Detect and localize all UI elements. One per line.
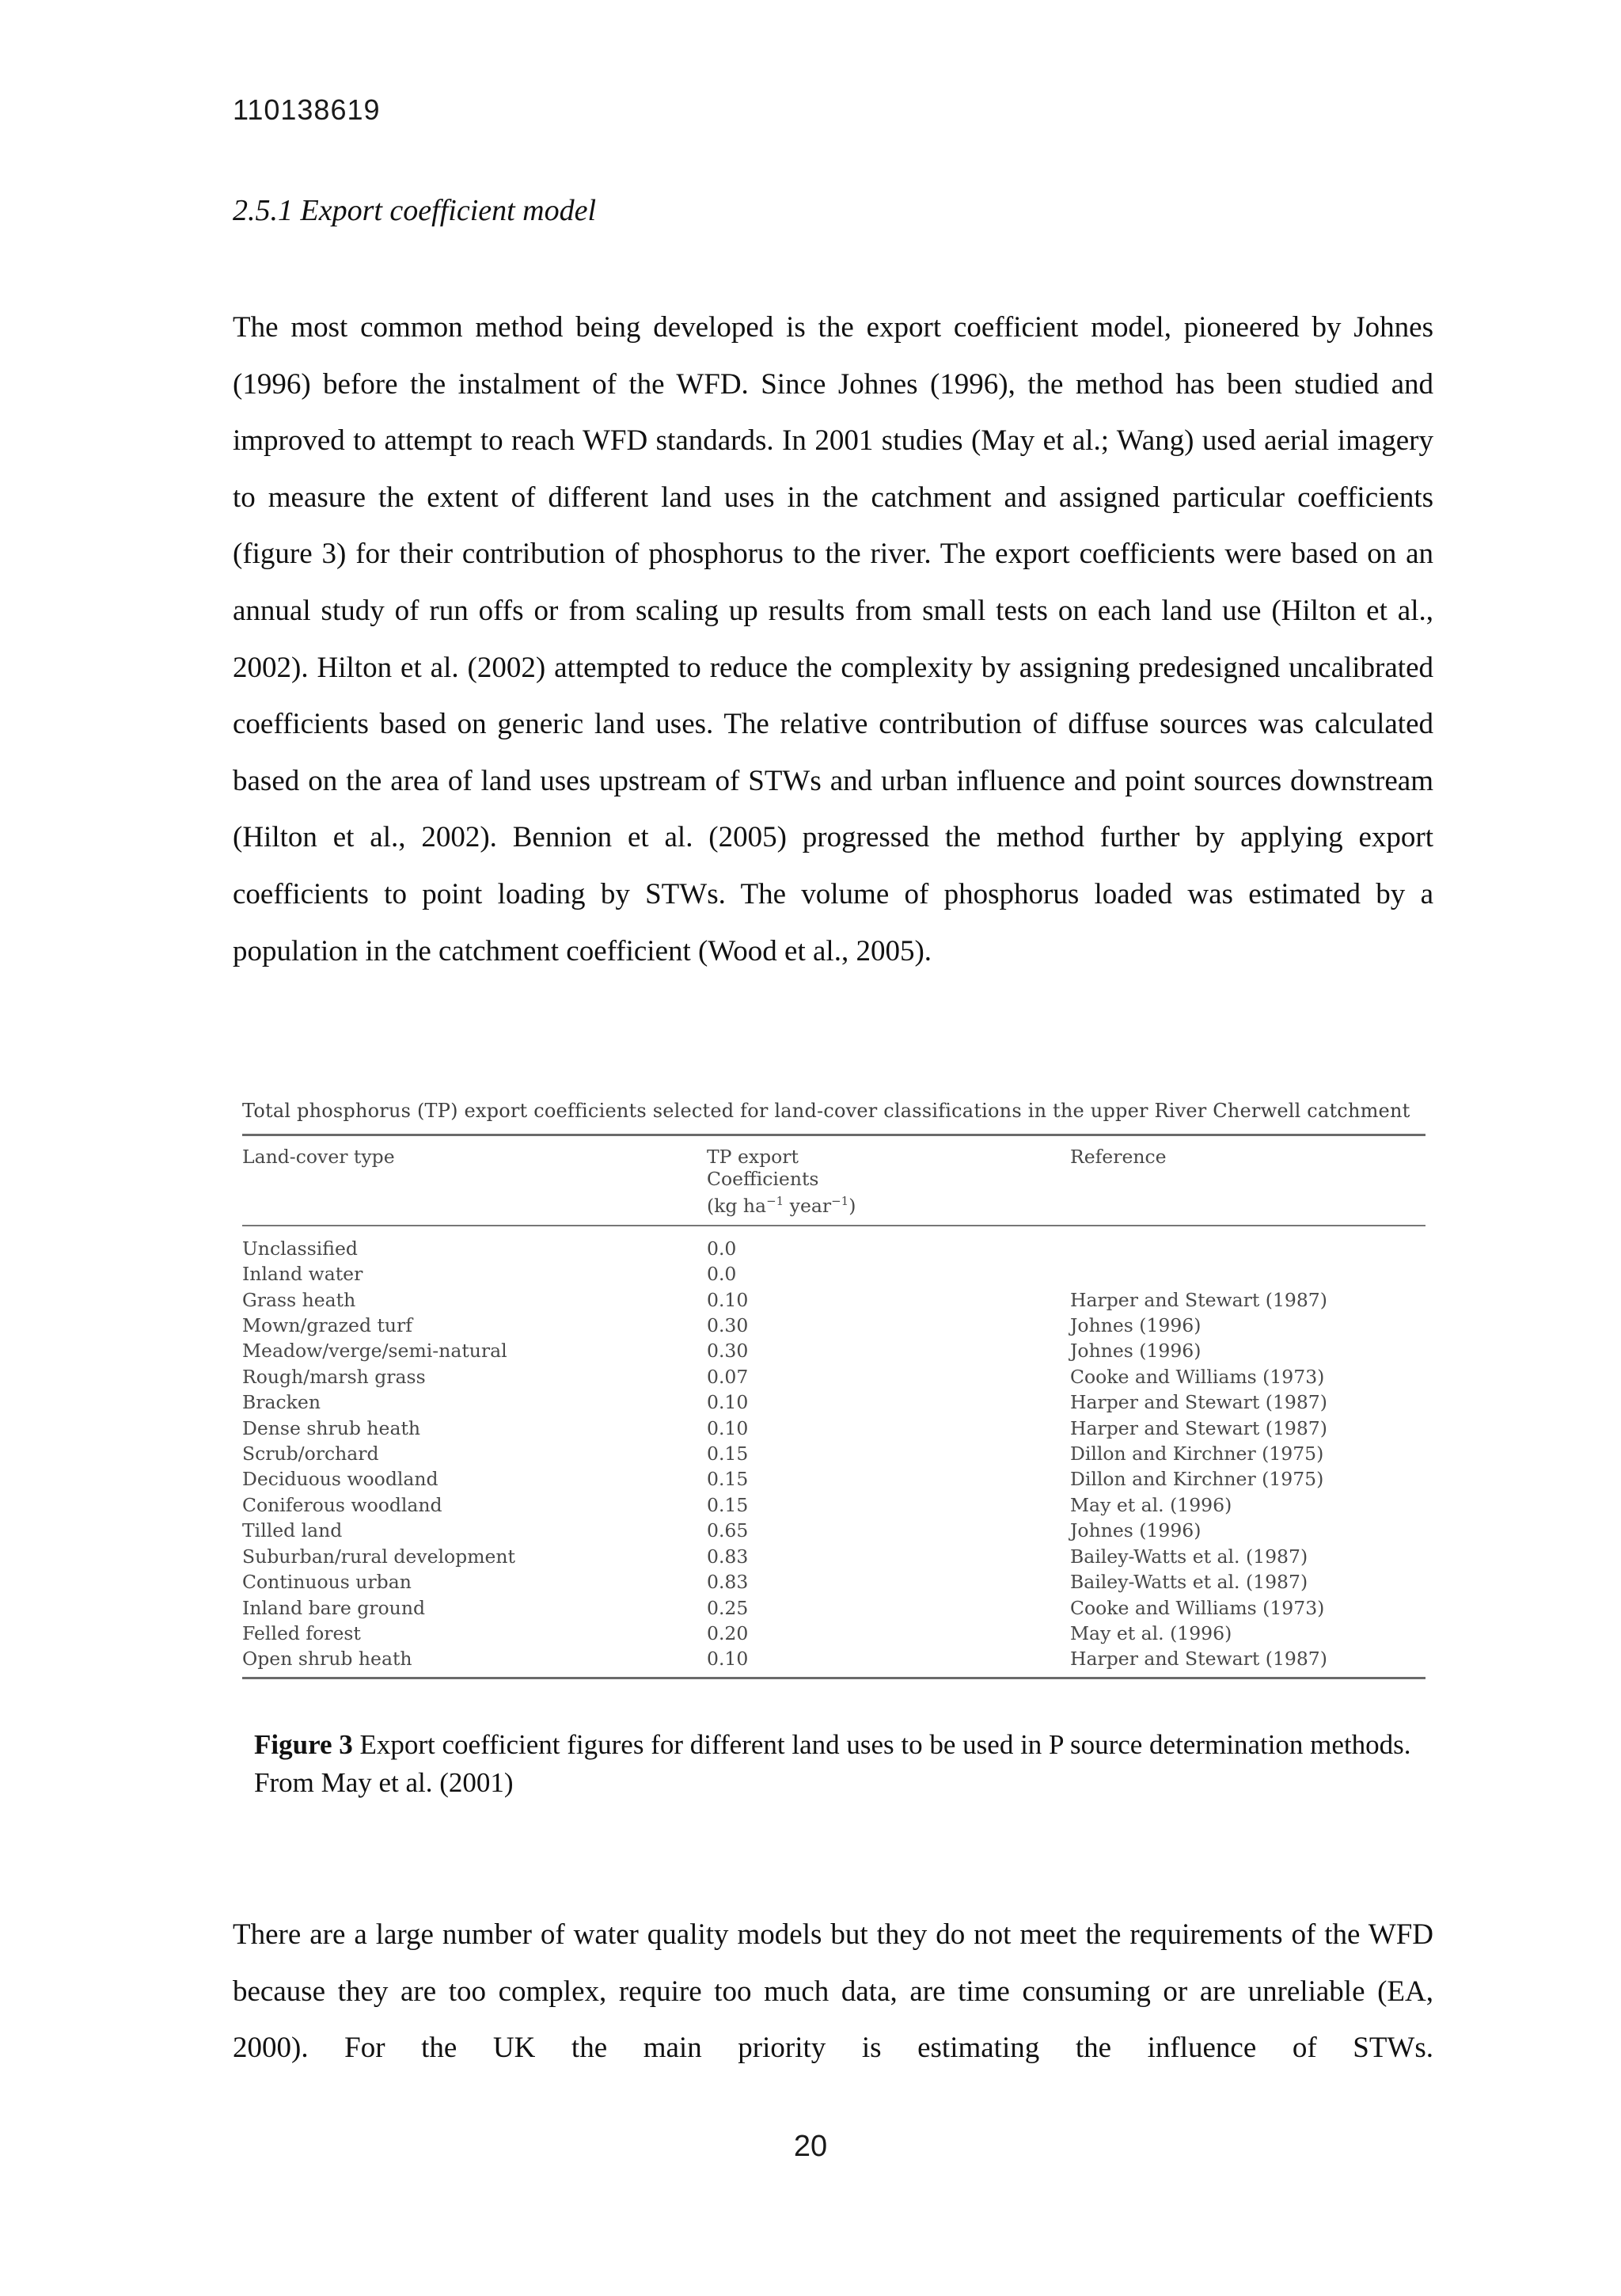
table-row	[242, 1621, 1425, 1646]
header-tp-unit-exp2: −1	[831, 1194, 849, 1208]
cell-reference: Harper and Stewart (1987)	[1070, 1648, 1327, 1671]
table-caption: Total phosphorus (TP) export coefficients selected for land-cover classifications in the upper River Cherwell catchment	[242, 1100, 1410, 1122]
cell-reference: Dillon and Kirchner (1975)	[1070, 1443, 1324, 1465]
figure-caption-text: Export coefficient figures for different land uses to be used in P source determination methods. From May et al. (2001)	[254, 1729, 1411, 1798]
table-body	[242, 1226, 1425, 1672]
cell-land-cover: Coniferous woodland	[242, 1493, 442, 1516]
cell-reference: Johnes (1996)	[1070, 1340, 1202, 1363]
header-tp-unit-prefix: (kg ha	[707, 1194, 767, 1217]
table-row	[242, 1595, 1425, 1621]
table-row	[242, 1518, 1425, 1543]
cell-reference: Johnes (1996)	[1070, 1519, 1202, 1542]
body-paragraph-2: There are a large number of water quality models but they do not meet the requirements of the WFD because they are too complex, require too much data, are time consuming or are unreliable (EA, 2000). For the UK the main priority is estimating the influence of STWs.	[233, 1918, 1433, 2065]
cell-reference: Harper and Stewart (1987)	[1070, 1288, 1327, 1311]
table-row	[242, 1261, 1425, 1287]
cell-reference: Dillon and Kirchner (1975)	[1070, 1468, 1324, 1491]
table-row	[242, 1569, 1425, 1595]
cell-land-cover: Grass heath	[242, 1288, 356, 1311]
header-tp-coefficient	[707, 1136, 1070, 1225]
tp-coefficients-table	[242, 1136, 1425, 1672]
cell-tp-coefficient: 0.30	[707, 1340, 749, 1363]
cell-tp-coefficient: 0.0	[707, 1263, 737, 1286]
cell-land-cover: Unclassified	[242, 1237, 358, 1260]
cell-tp-coefficient: 0.10	[707, 1648, 749, 1671]
cell-tp-coefficient: 0.30	[707, 1314, 749, 1337]
table-row	[242, 1466, 1425, 1492]
cell-land-cover: Inland water	[242, 1263, 363, 1286]
cell-land-cover: Felled forest	[242, 1621, 361, 1644]
figure-label: Figure 3	[254, 1729, 353, 1760]
student-id-header: 110138619	[233, 93, 381, 126]
section-heading: 2.5.1 Export coefficient model	[233, 194, 597, 227]
cell-tp-coefficient: 0.15	[707, 1443, 749, 1465]
cell-tp-coefficient: 0.10	[707, 1416, 749, 1439]
header-tp-line1: TP export	[707, 1146, 799, 1168]
cell-reference: Bailey-Watts et al. (1987)	[1070, 1545, 1308, 1568]
cell-reference: Bailey-Watts et al. (1987)	[1070, 1571, 1308, 1594]
cell-reference: May et al. (1996)	[1070, 1493, 1232, 1516]
cell-reference: Cooke and Williams (1973)	[1070, 1365, 1325, 1388]
cell-land-cover: Deciduous woodland	[242, 1468, 438, 1491]
header-tp-unit-suffix: )	[848, 1194, 856, 1217]
cell-tp-coefficient: 0.07	[707, 1365, 749, 1388]
table-row	[242, 1441, 1425, 1466]
cell-reference: Johnes (1996)	[1070, 1314, 1202, 1337]
header-land-cover: Land-cover type	[242, 1146, 395, 1168]
cell-reference: Harper and Stewart (1987)	[1070, 1391, 1327, 1414]
header-tp-line2: Coefficients	[707, 1168, 819, 1190]
cell-tp-coefficient: 0.83	[707, 1571, 749, 1594]
cell-reference	[1070, 1226, 1425, 1261]
page-number: 20	[793, 2130, 828, 2163]
cell-reference: Cooke and Williams (1973)	[1070, 1596, 1325, 1619]
header-tp-unit-mid: year	[784, 1194, 832, 1217]
table-row	[242, 1492, 1425, 1518]
table-row	[242, 1338, 1425, 1363]
cell-land-cover: Rough/marsh grass	[242, 1365, 426, 1388]
cell-tp-coefficient: 0.15	[707, 1493, 749, 1516]
header-tp-unit-exp1: −1	[766, 1194, 784, 1208]
cell-land-cover: Bracken	[242, 1391, 321, 1414]
cell-land-cover: Mown/grazed turf	[242, 1314, 412, 1337]
table-bottom-rule	[242, 1677, 1425, 1679]
table-row	[242, 1544, 1425, 1569]
table-row	[242, 1287, 1425, 1313]
table-row	[242, 1646, 1425, 1671]
cell-land-cover: Scrub/orchard	[242, 1443, 379, 1465]
cell-reference: May et al. (1996)	[1070, 1621, 1232, 1644]
table-header-row	[242, 1136, 1425, 1225]
header-reference: Reference	[1070, 1146, 1167, 1168]
cell-land-cover: Tilled land	[242, 1519, 343, 1542]
table-row	[242, 1389, 1425, 1415]
cell-land-cover: Suburban/rural development	[242, 1545, 515, 1568]
table-row	[242, 1416, 1425, 1441]
cell-tp-coefficient: 0.25	[707, 1596, 749, 1619]
cell-tp-coefficient: 0.20	[707, 1621, 749, 1644]
cell-reference	[1070, 1261, 1425, 1287]
cell-tp-coefficient: 0.10	[707, 1288, 749, 1311]
cell-tp-coefficient: 0.15	[707, 1468, 749, 1491]
cell-tp-coefficient: 0.0	[707, 1237, 737, 1260]
cell-land-cover: Continuous urban	[242, 1571, 412, 1594]
figure-caption	[254, 1726, 1425, 1802]
cell-land-cover: Open shrub heath	[242, 1648, 412, 1671]
cell-tp-coefficient: 0.10	[707, 1391, 749, 1414]
table-row	[242, 1313, 1425, 1338]
cell-tp-coefficient: 0.65	[707, 1519, 749, 1542]
cell-land-cover: Inland bare ground	[242, 1596, 425, 1619]
cell-land-cover: Dense shrub heath	[242, 1416, 421, 1439]
cell-land-cover: Meadow/verge/semi-natural	[242, 1340, 507, 1363]
table-row	[242, 1364, 1425, 1389]
table-row	[242, 1226, 1425, 1261]
cell-tp-coefficient: 0.83	[707, 1545, 749, 1568]
figure-3-table	[242, 1099, 1425, 1679]
cell-reference: Harper and Stewart (1987)	[1070, 1416, 1327, 1439]
body-paragraph-1: The most common method being developed is the export coefficient model, pioneered by Johnes (1996) before the instalment of the WFD. Since Johnes (1996), the method has been studied and improved to attempt to reach WFD standards. In 2001 studies (May et al.; Wang) used aerial imagery to measure the extent of different land uses in the catchment and assigned particular coefficients (figure 3) for their contribution of phosphorus to the river. The export coefficients were based on an annual study of run offs or from scaling up results from small tests on each land use (Hilton et al., 2002). Hilton et al. (2002) attempted to reduce the complexity by assigning predesigned uncalibrated coefficients based on generic land uses. The relative contribution of diffuse sources was calculated based on the area of land uses upstream of STWs and urban influence and point sources downstream (Hilton et al., 2002). Bennion et al. (2005) progressed the method further by applying export coefficients to point loading by STWs. The volume of phosphorus loaded was estimated by a population in the catchment coefficient (Wood et al., 2005).	[233, 311, 1433, 967]
